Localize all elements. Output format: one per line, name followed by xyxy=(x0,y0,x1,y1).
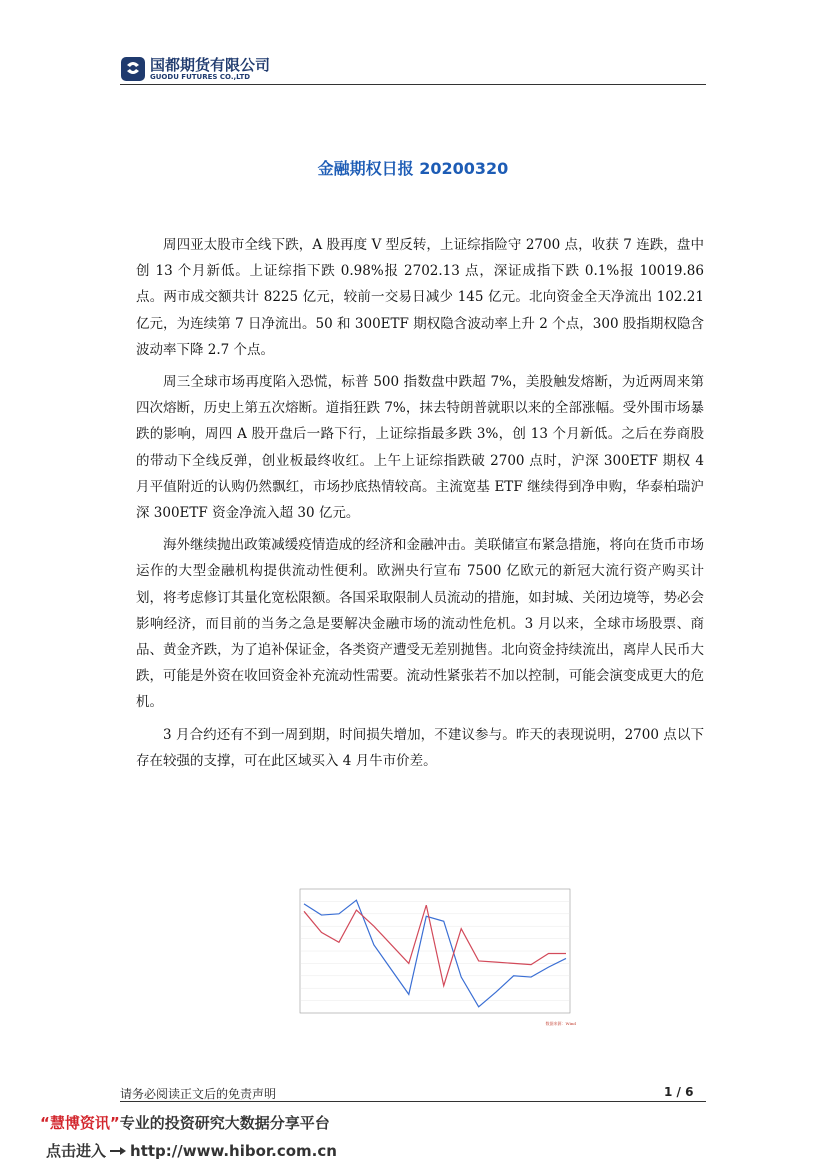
page-number: 1 / 6 xyxy=(664,1085,694,1099)
header-divider xyxy=(120,84,706,85)
report-title: 金融期权日报 20200320 xyxy=(317,159,509,178)
watermark-brand: “慧博资讯” xyxy=(40,1114,120,1132)
paragraph-2: 周三全球市场再度陷入恐慌，标普 500 指数盘中跌超 7%，美股触发熔断，为近两周来第四次熔断，历史上第五次熔断。道指狂跌 7%，抹去特朗普就职以来的全部涨幅。受外围市场暴跌的影响，周四 A 股开盘后一路下行，上证综指最多跌 3%，创 13 个月新低。之后在券商股的带动下全线反弹，创业板最终收红。上午上证综指跌破 2700 点时，沪深 300ETF 期权 4 月平值附近的认购仍然飘红，市场抄底热情较高。主流宽基 ETF 继续得到净申购，华泰柏瑞沪深 300ETF 资金净流入超 30 亿元。 xyxy=(136,374,704,522)
watermark-line-1 xyxy=(40,1112,330,1133)
company-logo-icon xyxy=(120,56,146,82)
footer-divider xyxy=(120,1101,706,1102)
paragraph-4: 3 月合约还有不到一周到期，时间损失增加，不建议参与。昨天的表现说明，2700 点以下存在较强的支撑，可在此区域买入 4 月牛市价差。 xyxy=(136,726,704,769)
watermark-cta: 点击进入 xyxy=(46,1142,107,1160)
company-name-en: GUODU FUTURES CO.,LTD xyxy=(150,73,251,81)
watermark-slogan: 专业的投资研究大数据分享平台 xyxy=(119,1114,330,1132)
chart-source-note: 数据来源：Wind xyxy=(545,1021,576,1026)
report-body xyxy=(136,232,704,780)
chart-background xyxy=(290,885,580,1030)
disclaimer-note: 请务必阅读正文后的免责声明 xyxy=(120,1087,277,1101)
pointing-hand-icon xyxy=(108,1141,128,1159)
company-name-cn: 国都期货有限公司 xyxy=(150,56,271,74)
paragraph-3: 海外继续抛出政策减缓疫情造成的经济和金融冲击。美联储宣布紧急措施，将向在货币市场运作的大型金融机构提供流动性便利。欧洲央行宣布 7500 亿欧元的新冠大流行资产购买计划，将考虑修订其量化宽松限额。各国采取限制人员流动的措施，如封城、关闭边境等，势必会影响经济，而目前的当务之急是要解决金融市场的流动性危机。3 月以来，全球市场股票、商品、黄金齐跌，为了追补保证金，各类资产遭受无差别抛售。北向资金持续流出，离岸人民币大跌，可能是外资在收回资金补充流动性需要。流动性紧张若不加以控制，可能会演变成更大的危机。 xyxy=(136,537,704,711)
page-header xyxy=(120,52,706,86)
watermark-url-link[interactable]: http://www.hibor.com.cn xyxy=(130,1142,337,1160)
line-chart xyxy=(290,885,580,1030)
watermark-line-2[interactable] xyxy=(46,1140,337,1161)
paragraph-1: 周四亚太股市全线下跌，A 股再度 V 型反转，上证综指险守 2700 点，收获 7 连跌，盘中创 13 个月新低。上证综指下跌 0.98%报 2702.13 点，深证成指下跌 0.1%报 10019.86 点。两市成交额共计 8225 亿元，较前一交易日减少 145 亿元。北向资金全天净流出 102.21 亿元，为连续第 7 日净流出。50 和 300ETF 期权隐含波动率上升 2 个点，300 股指期权隐含波动率下降 2.7 个点。 xyxy=(136,237,704,358)
